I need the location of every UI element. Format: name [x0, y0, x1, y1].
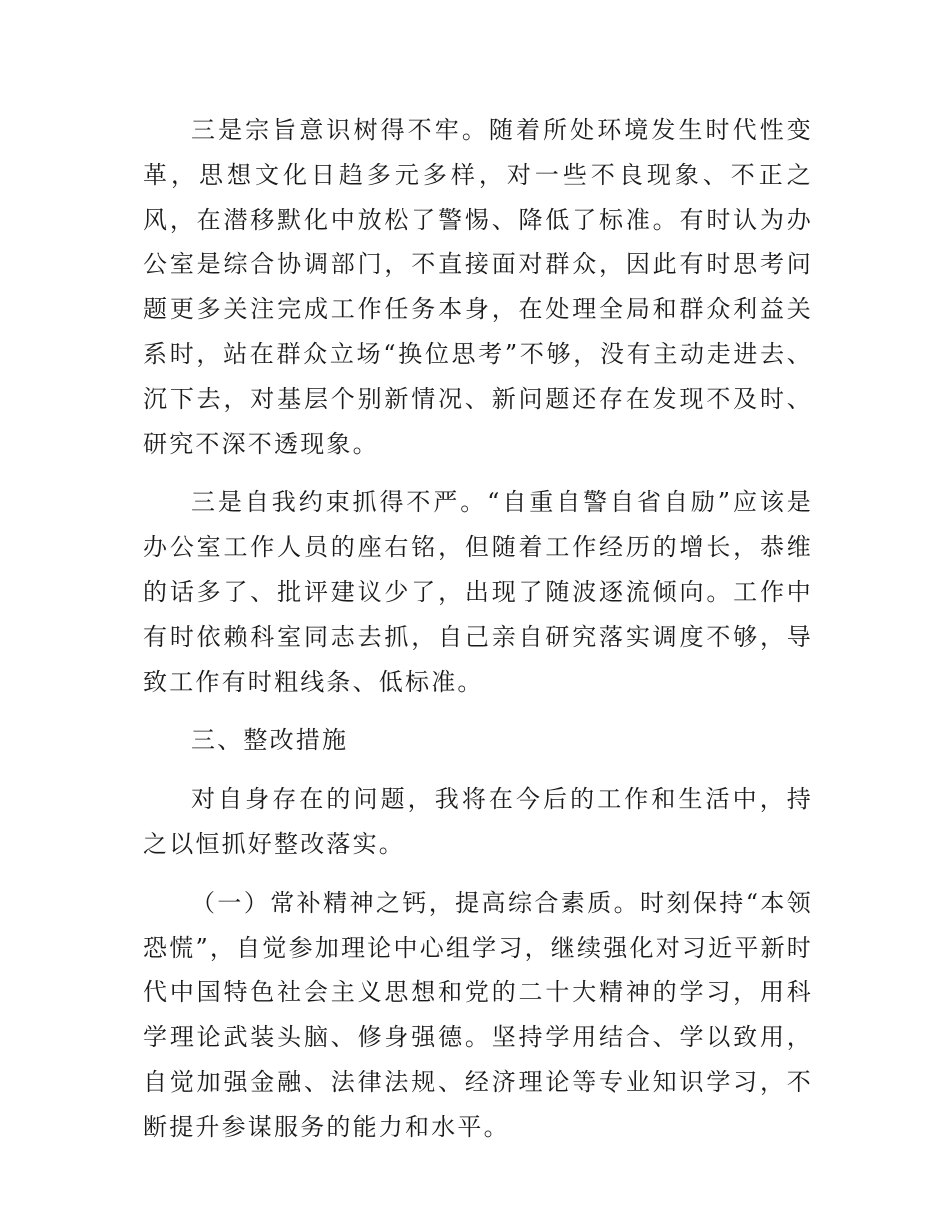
- section-heading-rectification: 三、整改措施: [191, 726, 349, 755]
- paragraph-purpose-awareness: 三是宗旨意识树得不牢。随着所处环境发生时代性变革，思想文化日趋多元多样，对一些不良现象、不正之风，在潜移默化中放松了警惕、降低了标准。有时认为办公室是综合协调部门，不直接面对群众，因此有时思考问题更多关注完成工作任务本身，在处理全局和群众利益关系时，站在群众立场“换位思考”不够，没有主动走进去、沉下去，对基层个别新情况、新问题还存在发现不及时、研究不深不透现象。: [143, 116, 813, 458]
- paragraph-rectification-intro: 对自身存在的问题，我将在今后的工作和生活中，持之以恒抓好整改落实。: [143, 785, 813, 858]
- paragraph-measure-one: （一）常补精神之钙，提高综合素质。时刻保持“本领恐慌”，自觉参加理论中心组学习，继续强化对习近平新时代中国特色社会主义思想和党的二十大精神的学习，用科学理论武装头脑、修身强德。坚持学用结合、学以致用，自觉加强金融、法律法规、经济理论等专业知识学习，不断提升参谋服务的能力和水平。: [143, 888, 813, 1141]
- paragraph-self-discipline: 三是自我约束抓得不严。“自重自警自省自励”应该是办公室工作人员的座右铭，但随着工作经历的增长，恭维的话多了、批评建议少了，出现了随波逐流倾向。工作中有时依赖科室同志去抓，自己亲自研究落实调度不够，导致工作有时粗线条、低标准。: [143, 488, 813, 696]
